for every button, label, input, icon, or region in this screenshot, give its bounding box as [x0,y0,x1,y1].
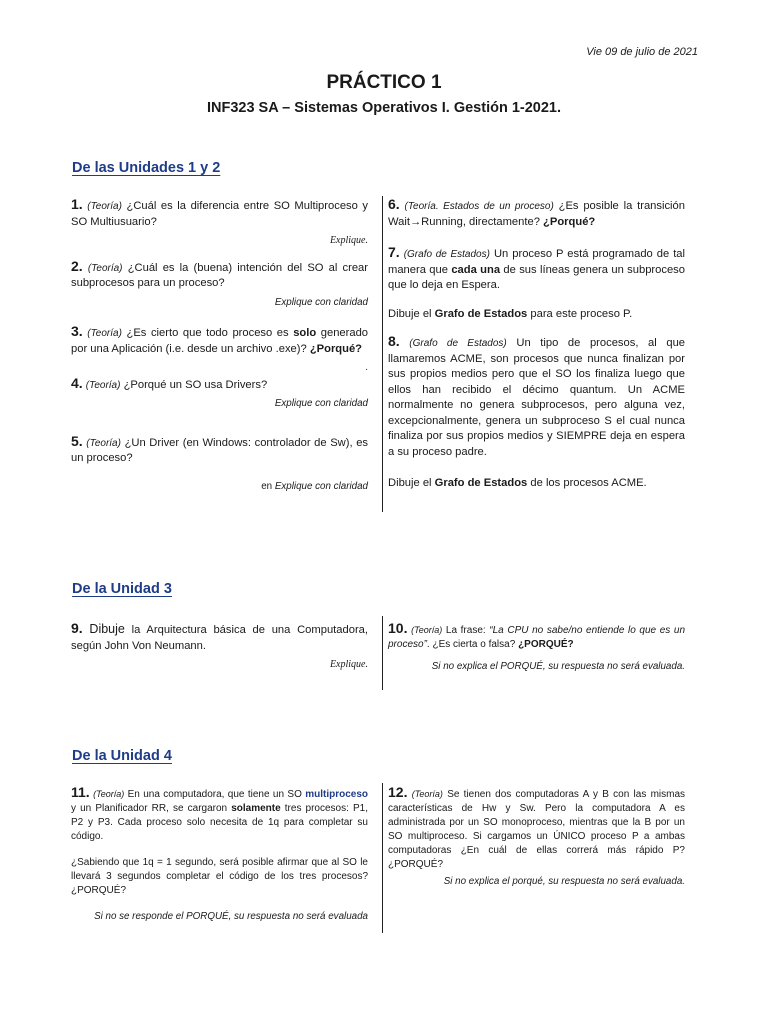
question-11-followup: ¿Sabiendo que 1q = 1 segundo, será posible afirmar que al SO le llevará 3 segundos completar el código de los tres procesos? ¿PORQUÉ? [71,857,368,896]
instruction-text: Dibuje el [388,477,435,489]
question-text: ¿Cuál es la (buena) intención del SO al crear subprocesos para un proceso? [71,261,369,289]
section-heading-units-1-2: De las Unidades 1 y 2 [72,160,221,176]
question-note: Explique. [329,659,368,670]
question-text-highlight: multiproceso [305,789,369,800]
question-text: ¿Un Driver (en Windows: controlador de Sw), es un proceso? [71,436,369,464]
question-number: 3. [71,323,83,339]
question-number: 2. [71,257,83,274]
section-heading-unit-4: De la Unidad 4 [72,748,172,764]
instruction-text: Dibuje el [388,307,435,320]
question-number: 9. [71,620,83,636]
right-column-section-1 [388,197,685,492]
question-text-bold: solo [293,327,317,339]
question-tag: (Teoría) [93,789,125,799]
column-divider [382,783,383,933]
question-text: ¿Es posible la transición Wait→Running, directamente? [388,200,685,228]
right-column-section-2 [388,621,685,674]
question-3 [71,324,368,376]
question-number: 10. [388,620,408,636]
question-text: generado por una Aplicación (i.e. desde un archivo .exe)? [71,327,369,355]
question-tag: (Teoría) [87,262,123,274]
question-text-lead: Dibuje [89,622,125,636]
question-tag: (Teoría) [411,625,443,635]
page-title: PRÁCTICO 1 [326,72,442,93]
question-text: La frase: [445,625,490,636]
question-tag: (Teoría) [411,789,443,799]
question-text: ¿Porqué un SO usa Drivers? [123,378,268,391]
question-text: la Arquitectura básica de una Computadora, según John Von Neumann. [71,624,368,652]
question-note: Explique. [329,235,368,246]
question-9 [71,621,368,673]
question-tag: (Grafo de Estados) [403,249,490,260]
question-text: En una computadora, que tiene un SO [127,789,306,800]
question-text-bold: ¿PORQUÉ? [518,639,574,650]
question-text: ¿Cuál es la diferencia entre SO Multiproceso y SO Multiusuario? [71,200,369,228]
question-tag: (Teoría) [86,437,121,449]
note-prefix: en [261,480,275,492]
page-subtitle: INF323 SA – Sistemas Operativos I. Gestión 1-2021. [206,100,562,116]
question-number: 11. [71,784,90,800]
question-7-instruction [388,307,685,323]
date: Vie 09 de julio de 2021 [586,46,698,58]
question-number: 4. [71,374,83,391]
question-text: Un tipo de procesos, al que llamaremos ACME, son procesos que nunca finalizan por sus propios medios pero que el SO los finaliza luego que ellos han recibido el décimo quantum. Un ACME normalmente no genera subprocesos, pero alguna vez, excepcionalmente, genera un subproceso S el cual nunca finaliza por sus propios medios y SIEMPRE deja en espera a su proceso padre. [388,337,686,458]
instruction-bold: Grafo de Estados [434,307,528,320]
question-quote: “La CPU no sabe/no entiende lo que es un proceso” [388,625,686,650]
left-column-section-1 [71,197,368,494]
question-tag: (Teoría. Estados de un proceso) [404,201,554,212]
column-divider [382,196,383,512]
question-note: Si no explica el PORQUÉ, su respuesta no será evaluada. [431,661,685,672]
question-text-bold: ¿Porqué? [309,342,363,355]
question-text: ¿Es cierto que todo proceso es [126,327,294,339]
section-heading-unit-3: De la Unidad 3 [72,581,172,597]
question-text-bold: cada una [451,263,501,276]
question-dot: . [365,362,368,373]
question-5 [71,434,368,495]
instruction-bold: Grafo de Estados [434,477,528,489]
question-tag: (Teoría) [87,201,122,212]
question-number: 6. [388,196,400,212]
question-text: y un Planificador RR, se cargaron [71,803,232,814]
column-divider [382,616,383,690]
question-10 [388,621,685,674]
left-column-section-2 [71,621,368,673]
question-text: Se tienen dos computadoras A y B con las mismas características de Hw y Sw. Pero la computadora A es administrada por un SO monoproceso, mientras que la B por un SO multiproceso. Si cargamos un ÚNICO proceso P a ambas computadoras ¿En cuál de ellas correrá más rápido P? ¿PORQUÉ? [388,789,686,870]
question-4 [71,376,368,412]
instruction-text: de los procesos ACME. [527,477,647,489]
question-8 [388,334,685,492]
question-8-instruction [388,476,685,492]
question-11 [71,785,368,924]
question-note [71,479,368,495]
question-note: Explique con claridad [274,398,368,409]
question-note: Explique con claridad [274,296,368,308]
question-tag: (Teoría) [87,328,122,339]
question-7 [388,245,685,322]
question-2 [71,259,368,311]
question-number: 7. [388,244,400,260]
instruction-text: para este proceso P. [527,307,633,320]
question-6 [388,197,685,230]
question-text: Un proceso P está programado de tal manera que [388,248,686,276]
question-text: tres procesos: P1, P2 y P3. Cada proceso solo necesita de 1q para completar su código. [71,803,368,842]
question-number: 12. [388,784,408,800]
question-number: 8. [388,333,400,349]
question-note: Si no explica el porqué, su respuesta no será evaluada. [443,876,685,887]
question-text: . ¿Es cierta o falsa? [426,639,519,650]
question-12 [388,785,685,889]
question-tag: (Grafo de Estados) [409,338,507,349]
question-text-bold: ¿Porqué? [543,215,596,228]
question-note: Si no se responde el PORQUÉ, su respuesta no será evaluada [94,911,368,922]
question-number: 1. [71,196,83,212]
question-1 [71,197,368,249]
note-text: Explique con claridad [274,480,368,492]
right-column-section-3 [388,785,685,889]
question-text-bold: solamente [231,803,281,814]
question-text: de sus líneas genera un subproceso que lo deja en Espera. [388,263,685,291]
left-column-section-3 [71,785,368,924]
question-number: 5. [71,432,83,449]
question-tag: (Teoría) [85,379,121,391]
